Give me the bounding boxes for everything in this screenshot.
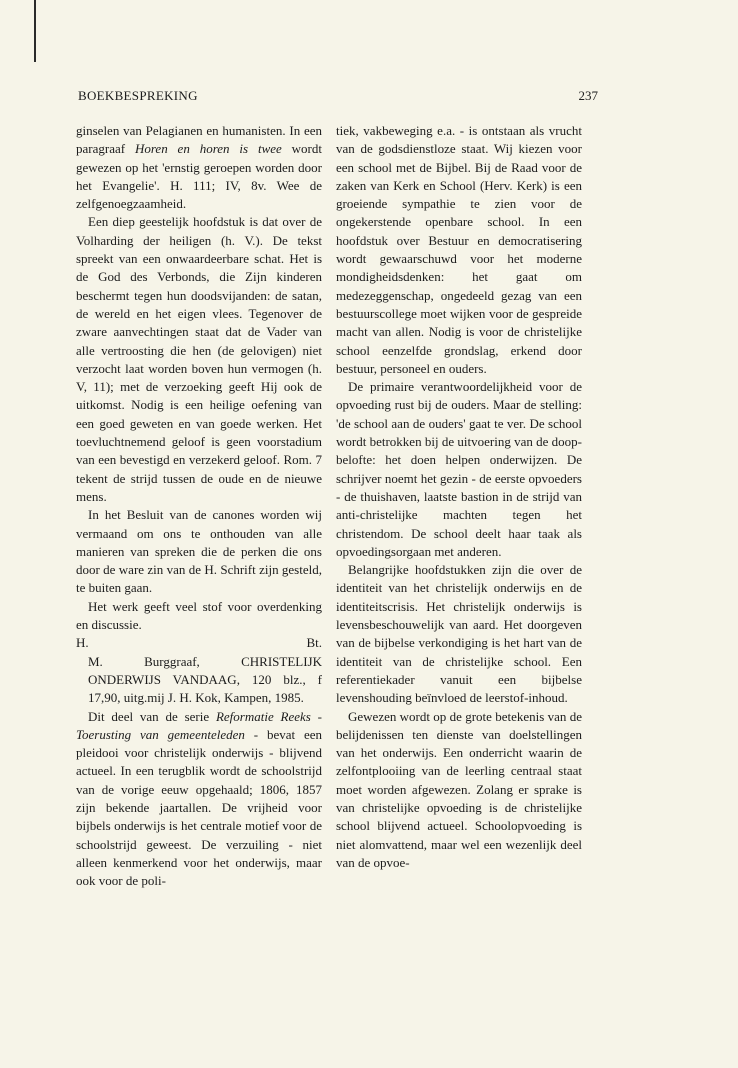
paragraph: De primaire verantwoordelijkheid voor de opvoeding rust bij de ouders. Maar de stelling: 'de school aan de ouders' gaat te ver. De school wordt betrokken bij de uitvoering van de doop-belofte: het doen helpen onderwijzen. De schrijver noemt het gezin - de eerste opvoeders - de thuishaven, laatste bastion in de strijd van anti-christelijke machten tegen het christendom. De school deelt haar taak als opvoedingsorgaan met anderen. (336, 379, 582, 559)
paragraph: Het werk geeft veel stof voor overdenking en discussie. (76, 598, 322, 633)
paragraph (76, 708, 322, 891)
italic-title: Horen en horen is twee (134, 141, 282, 157)
text-run: wordt gewezen op het 'ernstig geroepen worden door het Evangelie'. H. 111; IV, 8v. Wee de zelfgenoegzaamheid. (76, 141, 322, 212)
text-run: ginselen van Pelagianen en humanisten. In een paragraaf (76, 123, 322, 157)
signature-initial: H. (76, 635, 89, 651)
running-title: BOEKBESPREKING (78, 88, 198, 103)
paragraph: tiek, vakbeweging e.a. - is ontstaan als vrucht van de godsdienstloze staat. Wij kiezen voor een school met de Bijbel. Bij de Raad voor de zaken van Kerk en School (Herv. Kerk) is een groeiende sympathie te zien voor de ongekerstende openbare school. In een hoofdstuk over Bestuur en democratisering wordt gewaarschuwd voor het moderne mondigheidsdenken: het gaat om medezeggenschap, ongedeeld gezag van een bestuurscollege moet wijken voor de gespreide macht van allen. Nodig is voor de christelijke school eenzelfde grondslag, erkend door bestuur, personeel en ouders. (336, 123, 582, 376)
paragraph: Gewezen wordt op de grote betekenis van de belijdenissen ten dienste van doelstellingen van het onderwijs. Een onderricht waarin de zelfontplooiing van de leerling centraal staat moet worden afgewezen. Zolang er sprake is van christelijke opvoeding is de christelijke school blijvend actueel. Schoolopvoeding is niet alomvattend, maar wel een wezenlijk deel van de opvoe- (336, 708, 582, 870)
italic-series-title: Reformatie Reeks - Toerusting van gemeenteleden (76, 708, 323, 742)
right-column (336, 122, 582, 872)
page-number: 237 (578, 88, 598, 103)
paragraph (76, 122, 322, 213)
paragraph: In het Besluit van de canones worden wij vermaand om ons te onthouden van alle manieren van spreken die de perken die ons door de ware zin van de H. Schrift zijn gesteld, te buiten gaan. (76, 507, 322, 596)
page-header (78, 88, 598, 110)
book-citation: M. Burggraaf, CHRISTELIJK ONDERWIJS VANDAAG, 120 blz., f 17,90, uitg.mij J. H. Kok, Kampen, 1985. (88, 653, 322, 706)
text-run: Dit deel van de serie (88, 708, 210, 724)
signature-initials: Bt. (306, 635, 322, 651)
paragraph: Een diep geestelijk hoofdstuk is dat over de Volharding der heiligen (h. V.). De tekst spreekt van een onwaardeerbare schat. Het is de God des Verbonds, die Zijn kinderen beschermt tegen hun doodsvijanden: de satan, de wereld en het eigen vlees. Tegenover de zware aanvechtingen staat dat de Vader van alle vertroosting die hen (de gelovigen) niet verzocht laat worden boven hun vermogen (h. V, 11); met de verzoeking geeft Hij ook de uitkomst. Nodig is een heilige oefening van een goed geweten en van goede werken. Het toevluchtnemend geloof is geen voorstadium van een bevestigd en verzekerd geloof. Rom. 7 tekent de strijd tussen de oude en de nieuwe mens. (76, 214, 322, 504)
signature-line (76, 634, 322, 652)
paragraph: Belangrijke hoofdstukken zijn die over de identiteit van het christelijk onderwijs en de identiteitscrisis. Het christelijk onderwijs is levensbeschouwelijk van aard. Het doorgeven van de bijbelse verkondiging is het hart van de identiteit van de christelijke school. Een referentiekader vanuit een bijbelse levenshouding beïnvloed de leerstof-inhoud. (336, 562, 582, 706)
left-column (76, 122, 322, 890)
page-edge-line (34, 0, 36, 62)
text-run: - bevat een pleidooi voor christelijk onderwijs - blijvend actueel. In een terugblik wordt de schoolstrijd van de vorige eeuw opgehaald; 1806, 1857 zijn bekende jaartallen. De vrijheid voor bijbels onderwijs is het centrale motief voor de schoolstrijd geweest. De verzuiling - niet alleen kenmerkend voor het onderwijs, maar ook voor de poli- (76, 726, 323, 889)
